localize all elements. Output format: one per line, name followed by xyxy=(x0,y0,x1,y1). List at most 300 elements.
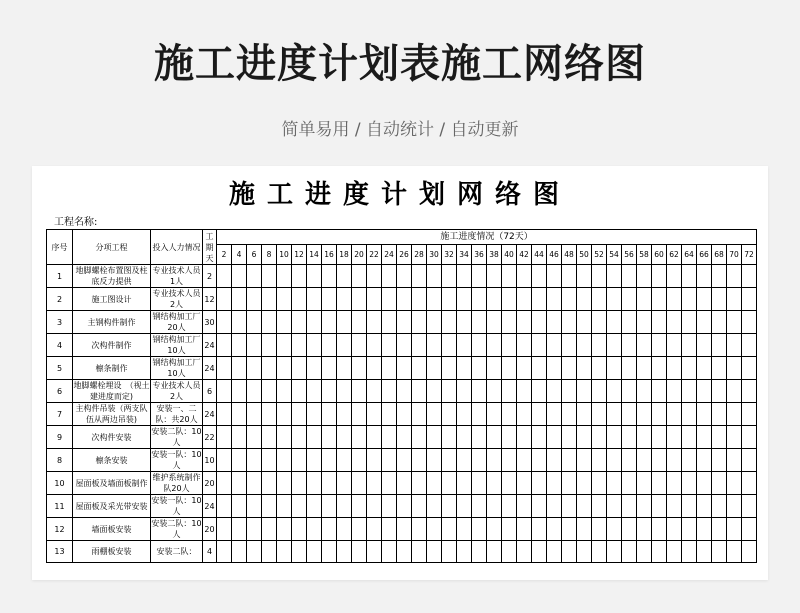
row-item: 次构件制作 xyxy=(73,334,151,357)
progress-cell xyxy=(367,426,382,449)
progress-cell xyxy=(367,518,382,541)
day-mark: 66 xyxy=(697,245,712,265)
day-mark: 24 xyxy=(382,245,397,265)
schedule-table xyxy=(46,229,757,563)
progress-cell xyxy=(517,288,532,311)
progress-cell xyxy=(322,495,337,518)
progress-cell xyxy=(232,265,247,288)
progress-cell xyxy=(577,541,592,563)
day-mark: 56 xyxy=(622,245,637,265)
day-mark: 20 xyxy=(352,245,367,265)
progress-cell xyxy=(577,403,592,426)
progress-cell xyxy=(427,472,442,495)
banner-title: 施工进度计划表施工网络图 xyxy=(154,41,646,87)
progress-cell xyxy=(352,403,367,426)
progress-cell xyxy=(517,426,532,449)
progress-cell xyxy=(277,426,292,449)
progress-cell xyxy=(307,380,322,403)
progress-cell xyxy=(547,495,562,518)
progress-cell xyxy=(682,380,697,403)
progress-cell xyxy=(592,357,607,380)
progress-cell xyxy=(652,518,667,541)
progress-cell xyxy=(607,449,622,472)
progress-cell xyxy=(217,495,232,518)
progress-cell xyxy=(697,311,712,334)
progress-cell xyxy=(682,541,697,563)
progress-cell xyxy=(427,426,442,449)
progress-cell xyxy=(577,334,592,357)
row-days: 2 xyxy=(203,265,217,288)
progress-cell xyxy=(457,518,472,541)
table-row xyxy=(47,472,757,495)
progress-cell xyxy=(292,426,307,449)
progress-cell xyxy=(412,495,427,518)
progress-cell xyxy=(412,472,427,495)
day-mark: 6 xyxy=(247,245,262,265)
progress-cell xyxy=(352,541,367,563)
progress-cell xyxy=(487,311,502,334)
progress-cell xyxy=(562,472,577,495)
progress-cell xyxy=(532,311,547,334)
progress-cell xyxy=(487,403,502,426)
row-seq: 10 xyxy=(47,472,73,495)
progress-cell xyxy=(562,403,577,426)
progress-cell xyxy=(427,334,442,357)
progress-cell xyxy=(697,380,712,403)
progress-cell xyxy=(457,403,472,426)
progress-cell xyxy=(232,426,247,449)
progress-cell xyxy=(742,311,757,334)
progress-cell xyxy=(352,265,367,288)
day-mark: 10 xyxy=(277,245,292,265)
progress-cell xyxy=(577,449,592,472)
progress-cell xyxy=(322,357,337,380)
progress-cell xyxy=(412,311,427,334)
progress-cell xyxy=(637,495,652,518)
progress-cell xyxy=(292,403,307,426)
row-item: 檩条安装 xyxy=(73,449,151,472)
progress-cell xyxy=(307,288,322,311)
progress-cell xyxy=(382,265,397,288)
progress-cell xyxy=(277,357,292,380)
progress-cell xyxy=(397,288,412,311)
progress-cell xyxy=(637,449,652,472)
progress-cell xyxy=(307,265,322,288)
row-manpower: 钢结构加工厂20人 xyxy=(152,312,201,332)
progress-cell xyxy=(277,288,292,311)
progress-cell xyxy=(577,311,592,334)
progress-cell xyxy=(412,334,427,357)
progress-cell xyxy=(607,334,622,357)
progress-cell xyxy=(472,311,487,334)
progress-cell xyxy=(622,288,637,311)
day-mark: 72 xyxy=(742,245,757,265)
progress-cell xyxy=(382,426,397,449)
row-days: 24 xyxy=(203,495,217,518)
progress-cell xyxy=(592,403,607,426)
progress-cell xyxy=(562,495,577,518)
progress-cell xyxy=(502,334,517,357)
progress-cell xyxy=(562,518,577,541)
progress-cell xyxy=(442,541,457,563)
banner-subtitle: 简单易用 / 自动统计 / 自动更新 xyxy=(281,120,519,140)
progress-cell xyxy=(562,541,577,563)
progress-cell xyxy=(232,334,247,357)
progress-cell xyxy=(682,403,697,426)
progress-cell xyxy=(472,472,487,495)
progress-cell xyxy=(217,541,232,563)
progress-cell xyxy=(412,518,427,541)
progress-cell xyxy=(652,380,667,403)
progress-cell xyxy=(457,334,472,357)
progress-cell xyxy=(712,357,727,380)
progress-cell xyxy=(367,311,382,334)
progress-cell xyxy=(517,357,532,380)
progress-cell xyxy=(562,380,577,403)
project-name-label: 工程名称: xyxy=(54,217,98,228)
progress-cell xyxy=(277,380,292,403)
progress-cell xyxy=(307,311,322,334)
progress-cell xyxy=(472,541,487,563)
header-item: 分项工程 xyxy=(73,230,151,265)
progress-cell xyxy=(427,265,442,288)
progress-cell xyxy=(247,380,262,403)
progress-cell xyxy=(307,426,322,449)
progress-cell xyxy=(592,426,607,449)
header-seq: 序号 xyxy=(47,230,73,265)
progress-cell xyxy=(487,426,502,449)
progress-cell xyxy=(712,334,727,357)
progress-cell xyxy=(682,311,697,334)
progress-cell xyxy=(607,518,622,541)
progress-cell xyxy=(457,426,472,449)
progress-cell xyxy=(622,472,637,495)
progress-cell xyxy=(352,357,367,380)
row-days: 20 xyxy=(203,472,217,495)
progress-cell xyxy=(637,288,652,311)
progress-cell xyxy=(427,288,442,311)
progress-cell xyxy=(322,472,337,495)
row-seq: 12 xyxy=(47,518,73,541)
progress-cell xyxy=(592,472,607,495)
progress-cell xyxy=(667,541,682,563)
progress-cell xyxy=(622,334,637,357)
row-manpower: 专业技术人员1人 xyxy=(152,266,201,286)
progress-cell xyxy=(427,495,442,518)
progress-cell xyxy=(217,403,232,426)
progress-cell xyxy=(382,380,397,403)
progress-cell xyxy=(652,265,667,288)
progress-cell xyxy=(367,380,382,403)
progress-cell xyxy=(562,288,577,311)
row-days: 24 xyxy=(203,357,217,380)
progress-cell xyxy=(742,541,757,563)
progress-cell xyxy=(457,288,472,311)
progress-cell xyxy=(262,449,277,472)
day-mark: 46 xyxy=(547,245,562,265)
progress-cell xyxy=(397,541,412,563)
progress-cell xyxy=(322,334,337,357)
row-item: 墙面板安装 xyxy=(73,518,151,541)
progress-cell xyxy=(457,472,472,495)
day-mark: 50 xyxy=(577,245,592,265)
row-seq: 4 xyxy=(47,334,73,357)
progress-cell xyxy=(412,449,427,472)
progress-cell xyxy=(577,472,592,495)
progress-cell xyxy=(247,265,262,288)
progress-cell xyxy=(652,472,667,495)
progress-cell xyxy=(682,472,697,495)
progress-cell xyxy=(382,472,397,495)
progress-cell xyxy=(247,334,262,357)
progress-cell xyxy=(442,472,457,495)
progress-cell xyxy=(217,472,232,495)
progress-cell xyxy=(217,265,232,288)
row-item: 次构件安装 xyxy=(73,426,151,449)
row-days: 24 xyxy=(203,334,217,357)
progress-cell xyxy=(667,472,682,495)
progress-cell xyxy=(412,357,427,380)
progress-cell xyxy=(322,380,337,403)
progress-cell xyxy=(652,311,667,334)
progress-cell xyxy=(667,426,682,449)
progress-cell xyxy=(472,334,487,357)
progress-cell xyxy=(262,403,277,426)
progress-cell xyxy=(247,426,262,449)
progress-cell xyxy=(712,265,727,288)
progress-cell xyxy=(652,495,667,518)
progress-cell xyxy=(577,265,592,288)
progress-cell xyxy=(337,449,352,472)
progress-cell xyxy=(607,380,622,403)
progress-cell xyxy=(517,311,532,334)
progress-cell xyxy=(217,357,232,380)
day-mark: 14 xyxy=(307,245,322,265)
progress-cell xyxy=(667,357,682,380)
progress-cell xyxy=(622,426,637,449)
progress-cell xyxy=(382,449,397,472)
table-row xyxy=(47,403,757,426)
row-days: 30 xyxy=(203,311,217,334)
progress-cell xyxy=(457,265,472,288)
table-row xyxy=(47,357,757,380)
progress-cell xyxy=(337,472,352,495)
progress-cell xyxy=(577,288,592,311)
day-mark: 54 xyxy=(607,245,622,265)
progress-cell xyxy=(412,288,427,311)
progress-cell xyxy=(337,495,352,518)
progress-cell xyxy=(232,472,247,495)
day-mark: 4 xyxy=(232,245,247,265)
progress-cell xyxy=(547,334,562,357)
progress-cell xyxy=(232,311,247,334)
progress-cell xyxy=(397,265,412,288)
row-item: 地脚螺栓埋设 （视土建进度而定) xyxy=(73,381,150,401)
progress-cell xyxy=(697,426,712,449)
progress-cell xyxy=(592,380,607,403)
table-row xyxy=(47,311,757,334)
progress-cell xyxy=(517,472,532,495)
progress-cell xyxy=(712,311,727,334)
day-mark: 58 xyxy=(637,245,652,265)
progress-cell xyxy=(667,265,682,288)
row-seq: 11 xyxy=(47,495,73,518)
progress-cell xyxy=(532,357,547,380)
progress-cell xyxy=(457,311,472,334)
progress-cell xyxy=(547,426,562,449)
progress-cell xyxy=(487,265,502,288)
progress-cell xyxy=(637,334,652,357)
progress-cell xyxy=(472,380,487,403)
progress-cell xyxy=(367,472,382,495)
progress-cell xyxy=(682,449,697,472)
progress-cell xyxy=(712,495,727,518)
progress-cell xyxy=(562,449,577,472)
progress-cell xyxy=(217,518,232,541)
header-progress: 施工进度情况（72天） xyxy=(217,230,757,245)
progress-cell xyxy=(382,403,397,426)
progress-cell xyxy=(622,357,637,380)
progress-cell xyxy=(322,311,337,334)
table-row xyxy=(47,288,757,311)
progress-cell xyxy=(337,403,352,426)
progress-cell xyxy=(697,403,712,426)
progress-cell xyxy=(217,288,232,311)
progress-cell xyxy=(307,518,322,541)
progress-cell xyxy=(502,541,517,563)
progress-cell xyxy=(442,426,457,449)
progress-cell xyxy=(697,495,712,518)
row-item: 檩条制作 xyxy=(73,357,151,380)
row-days: 6 xyxy=(203,380,217,403)
progress-cell xyxy=(472,403,487,426)
day-mark: 30 xyxy=(427,245,442,265)
progress-cell xyxy=(742,472,757,495)
header-days: 工期天 xyxy=(203,230,217,265)
day-mark: 28 xyxy=(412,245,427,265)
row-item: 主钢构件制作 xyxy=(73,311,151,334)
progress-cell xyxy=(742,403,757,426)
progress-cell xyxy=(352,380,367,403)
progress-cell xyxy=(337,426,352,449)
progress-cell xyxy=(562,311,577,334)
table-row xyxy=(47,426,757,449)
table-row xyxy=(47,380,757,403)
progress-cell xyxy=(442,495,457,518)
progress-cell xyxy=(577,426,592,449)
progress-cell xyxy=(397,334,412,357)
progress-cell xyxy=(652,403,667,426)
day-mark: 62 xyxy=(667,245,682,265)
progress-cell xyxy=(727,403,742,426)
sheet-title: 施工进度计划网络图 xyxy=(228,180,571,210)
progress-cell xyxy=(607,311,622,334)
table-row xyxy=(47,449,757,472)
progress-cell xyxy=(367,334,382,357)
progress-cell xyxy=(517,541,532,563)
row-seq: 9 xyxy=(47,426,73,449)
progress-cell xyxy=(727,518,742,541)
progress-cell xyxy=(517,334,532,357)
progress-cell xyxy=(532,403,547,426)
progress-cell xyxy=(727,265,742,288)
progress-cell xyxy=(697,265,712,288)
progress-cell xyxy=(472,495,487,518)
progress-cell xyxy=(622,265,637,288)
progress-cell xyxy=(352,426,367,449)
progress-cell xyxy=(337,265,352,288)
table-row xyxy=(47,495,757,518)
row-days: 20 xyxy=(203,518,217,541)
progress-cell xyxy=(442,357,457,380)
progress-cell xyxy=(277,518,292,541)
progress-cell xyxy=(292,449,307,472)
progress-cell xyxy=(472,288,487,311)
day-mark: 44 xyxy=(532,245,547,265)
progress-cell xyxy=(397,495,412,518)
day-mark: 40 xyxy=(502,245,517,265)
progress-cell xyxy=(712,541,727,563)
progress-cell xyxy=(487,288,502,311)
progress-cell xyxy=(262,334,277,357)
progress-cell xyxy=(262,311,277,334)
progress-cell xyxy=(487,495,502,518)
progress-cell xyxy=(487,518,502,541)
progress-cell xyxy=(412,380,427,403)
progress-cell xyxy=(532,380,547,403)
progress-cell xyxy=(397,380,412,403)
progress-cell xyxy=(667,334,682,357)
day-mark: 34 xyxy=(457,245,472,265)
progress-cell xyxy=(277,449,292,472)
row-item: 主构件吊装（两支队伍从两边吊装) xyxy=(73,403,151,426)
progress-cell xyxy=(487,449,502,472)
progress-cell xyxy=(517,403,532,426)
day-mark: 2 xyxy=(217,245,232,265)
progress-cell xyxy=(247,541,262,563)
progress-cell xyxy=(667,518,682,541)
progress-cell xyxy=(727,288,742,311)
progress-cell xyxy=(307,495,322,518)
progress-cell xyxy=(472,449,487,472)
progress-cell xyxy=(637,472,652,495)
progress-cell xyxy=(547,449,562,472)
progress-cell xyxy=(382,495,397,518)
progress-cell xyxy=(487,357,502,380)
progress-cell xyxy=(652,426,667,449)
progress-cell xyxy=(667,288,682,311)
progress-cell xyxy=(517,495,532,518)
progress-cell xyxy=(367,288,382,311)
progress-cell xyxy=(337,380,352,403)
progress-cell xyxy=(247,518,262,541)
progress-cell xyxy=(262,357,277,380)
progress-cell xyxy=(652,288,667,311)
progress-cell xyxy=(217,426,232,449)
progress-cell xyxy=(712,403,727,426)
table-row xyxy=(47,265,757,288)
progress-cell xyxy=(502,380,517,403)
day-mark: 12 xyxy=(292,245,307,265)
progress-cell xyxy=(532,426,547,449)
progress-cell xyxy=(367,449,382,472)
progress-cell xyxy=(727,541,742,563)
progress-cell xyxy=(697,541,712,563)
row-days: 24 xyxy=(203,403,217,426)
progress-cell xyxy=(532,334,547,357)
progress-cell xyxy=(607,472,622,495)
row-manpower: 安装二队：10人 xyxy=(151,519,202,539)
